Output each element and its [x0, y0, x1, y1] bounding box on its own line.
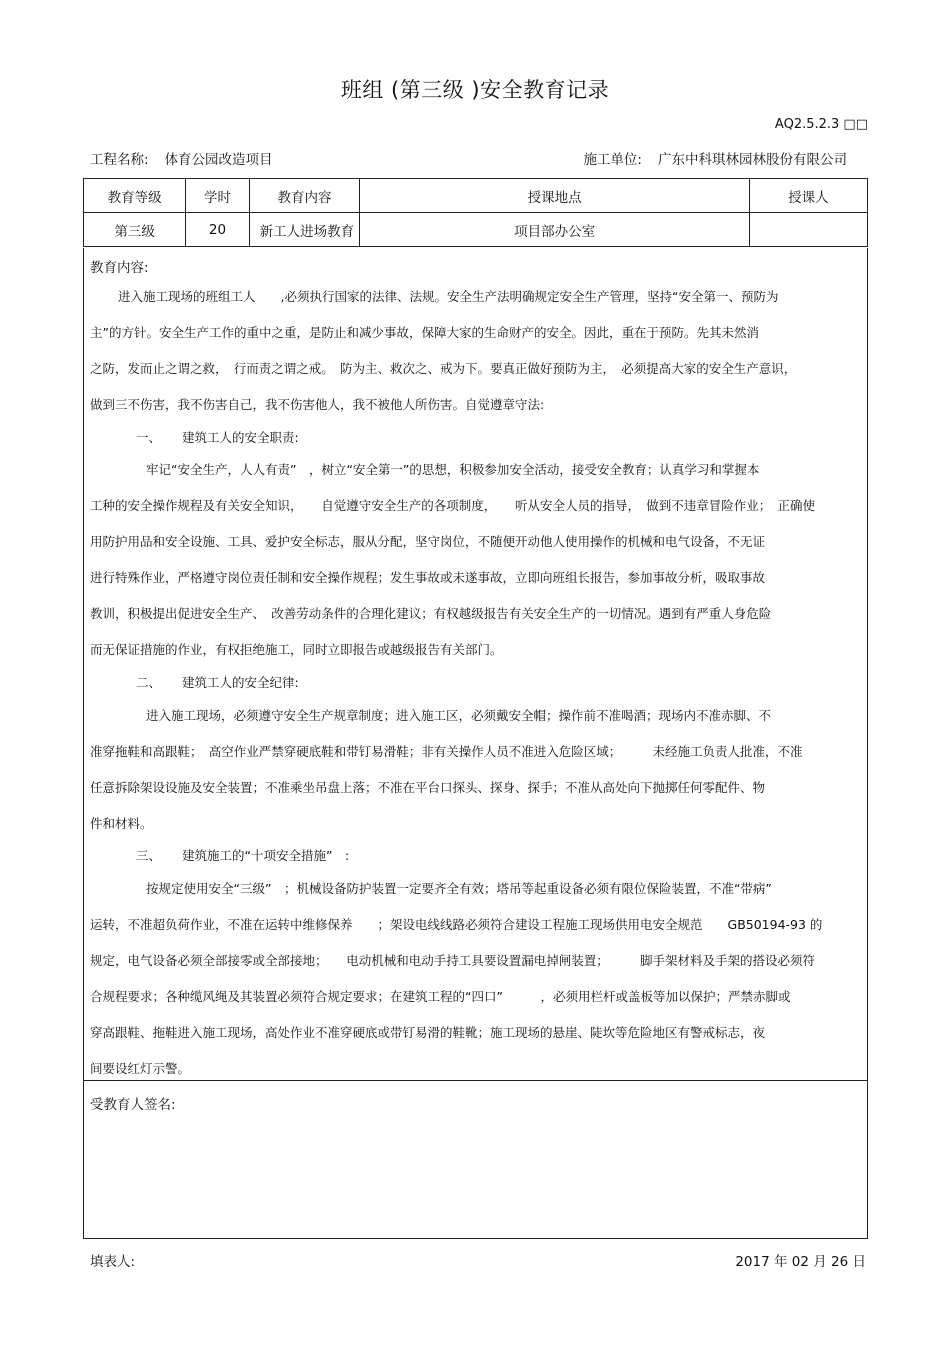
unit-name: 广东中科琪林园林股份有限公司	[658, 152, 847, 168]
text-line: 进入施工现场的班组工人 ,必须执行国家的法律、法规。安全生产法明确规定安全生产管理，坚持“安全第一、预防为	[118, 289, 779, 304]
header-edu-level: 教育等级	[84, 179, 186, 213]
text-line: 运转，不准超负荷作业，不准在运转中维修保养 ；架设电线线路必须符合建设工程施工现场供用电安全规范 GB50194-93 的	[90, 917, 823, 932]
text-line: 而无保证措施的作业，有权拒绝施工，同时立即报告或越级报告有关部门。	[90, 642, 503, 657]
text-line: 穿高跟鞋、拖鞋进入施工现场，高处作业不准穿硬底或带钉易滑的鞋靴；施工现场的悬崖、陡坎等危险地区有警戒标志，夜	[90, 1025, 766, 1040]
text-line: 准穿拖鞋和高跟鞋； 高空作业严禁穿硬底鞋和带钉易滑鞋；非有关操作人员不准进入危险区域； 未经施工负责人批准，不准	[90, 744, 803, 759]
header-location: 授课地点	[360, 179, 749, 213]
table-header-row	[84, 179, 868, 213]
text-line: 进入施工现场，必须遵守安全生产规章制度；进入施工区，必须戴安全帽；操作前不准喝酒；现场内不准赤脚、不	[146, 708, 772, 723]
text-line: 进行特殊作业，严格遵守岗位责任制和安全操作规程；发生事故或未遂事故，立即向班组长报告，参加事故分析，吸取事故	[90, 570, 766, 585]
document-code: AQ2.5.2.3 □□	[774, 117, 868, 132]
cell-instructor	[749, 213, 867, 247]
signature-box[interactable]	[83, 1080, 868, 1239]
section-title: 建筑工人的安全纪律:	[182, 675, 299, 690]
header-hours: 学时	[186, 179, 249, 213]
record-date: 2017 年 02 月 26 日	[735, 1254, 866, 1270]
intro-paragraph	[90, 288, 860, 432]
section-2-paragraph	[90, 707, 860, 851]
cell-hours: 20	[186, 213, 249, 247]
text-line: 牢记“安全生产，人人有责” ，树立“安全第一”的思想，积极参加安全活动，接受安全教育；认真学习和掌握本	[146, 462, 760, 477]
section-heading-1	[136, 428, 299, 446]
section-1-paragraph	[90, 461, 860, 677]
filler-label: 填表人:	[90, 1254, 136, 1270]
table-row	[84, 213, 868, 247]
text-line: 合规程要求；各种缆风绳及其装置必须符合规定要求；在建筑工程的“四口” ，必须用栏杆或盖板等加以保护；严禁赤脚或	[90, 989, 791, 1004]
section-number: 一、	[136, 430, 162, 445]
project-label: 工程名称:	[90, 152, 149, 168]
header-edu-content: 教育内容	[249, 179, 360, 213]
text-line: 任意拆除架设设施及安全装置；不准乘坐吊盘上落；不准在平台口探头、探身、探手；不准从高处向下抛掷任何零配件、物	[90, 780, 766, 795]
text-line: 之防，发而止之谓之救， 行而责之谓之戒。 防为主、救次之、戒为下。要真正做好预防为主， 必须提高大家的安全生产意识，	[90, 361, 797, 376]
text-line: 用防护用品和安全设施、工具、爱护安全标志，服从分配，坚守岗位，不随便开动他人使用操作的机械和电气设备，不无证	[90, 534, 766, 549]
unit-label: 施工单位:	[583, 152, 642, 168]
section-3-paragraph	[90, 880, 860, 1096]
section-heading-3	[136, 846, 349, 864]
section-title: 建筑工人的安全职责:	[182, 430, 299, 445]
text-line: 主”的方针。安全生产工作的重中之重，是防止和减少事故，保障大家的生命财产的安全。因此，重在于预防。先其未然消	[90, 325, 759, 340]
project-info	[90, 148, 273, 168]
cell-edu-content: 新工人进场教育	[249, 213, 360, 247]
education-info-table	[83, 178, 868, 247]
cell-edu-level: 第三级	[84, 213, 186, 247]
section-number: 三、	[136, 848, 162, 863]
text-line: 件和材料。	[90, 816, 153, 831]
content-label: 教育内容:	[90, 260, 149, 276]
unit-info	[583, 148, 847, 168]
text-line: 按规定使用安全“三级” ；机械设备防护装置一定要齐全有效；塔吊等起重设备必须有限位保险装置，不准“带病”	[146, 881, 772, 896]
cell-location: 项目部办公室	[360, 213, 749, 247]
section-number: 二、	[136, 675, 162, 690]
header-instructor: 授课人	[749, 179, 867, 213]
section-heading-2	[136, 673, 299, 691]
signature-label: 受教育人签名:	[90, 1097, 176, 1113]
text-line: 教训，积极提出促进安全生产、 改善劳动条件的合理化建议；有权越级报告有关安全生产的一切情况。遇到有严重人身危险	[90, 606, 772, 621]
education-content-box	[83, 248, 868, 1081]
text-line: 间要设红灯示警。	[90, 1061, 191, 1076]
project-name: 体育公园改造项目	[164, 152, 273, 168]
page-title: 班组 (第三级 )安全教育记录	[340, 78, 610, 102]
text-line: 工种的安全操作规程及有关安全知识， 自觉遵守安全生产的各项制度， 听从安全人员的指导， 做到不违章冒险作业； 正确使	[90, 498, 816, 513]
section-title: 建筑施工的“十项安全措施” :	[182, 848, 350, 863]
text-line: 做到三不伤害，我不伤害自己，我不伤害他人，我不被他人所伤害。自觉遵章守法:	[90, 397, 545, 412]
text-line: 规定，电气设备必须全部接零或全部接地； 电动机械和电动手持工具要设置漏电掉闸装置； 脚手架材料及手架的搭设必须符	[90, 953, 816, 968]
